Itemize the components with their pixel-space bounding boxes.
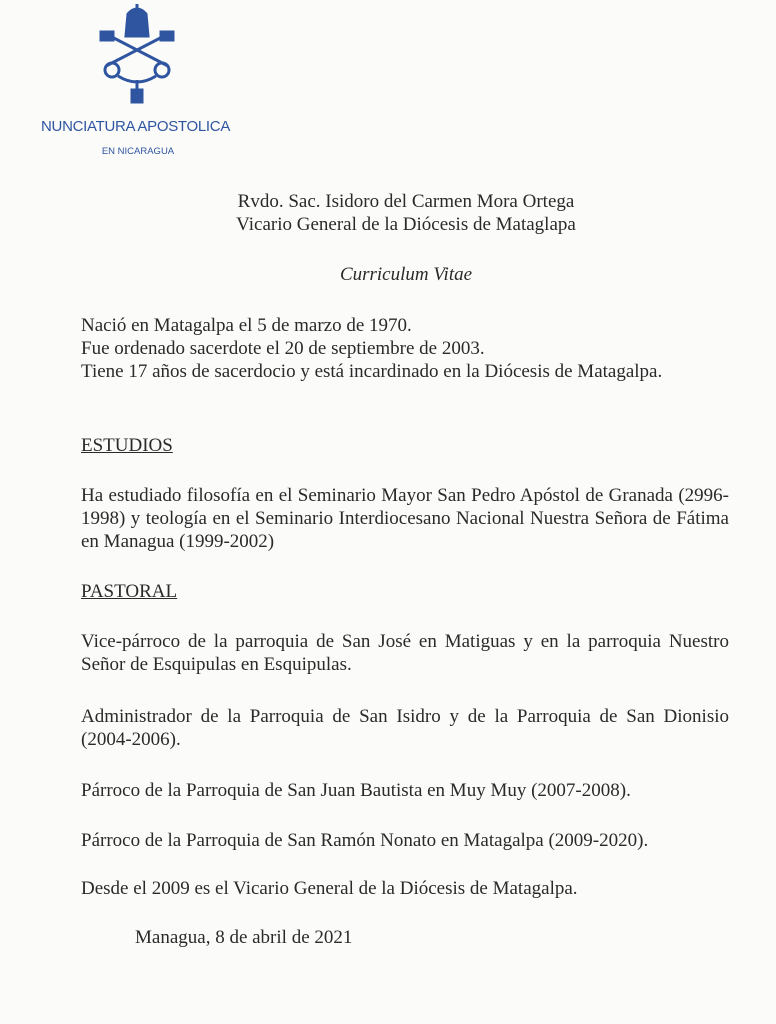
pastoral-item: Párroco de la Parroquia de San Juan Bautista en Muy Muy (2007-2008).	[81, 780, 631, 801]
doc-title: Curriculum Vitae	[339, 264, 473, 285]
closing-date: Managua, 8 de abril de 2021	[135, 927, 353, 948]
pastoral-item: Desde el 2009 es el Vicario General de la Diócesis de Matagalpa.	[81, 878, 578, 899]
pastoral-item: Vice-párroco de la parroquia de San José en Matiguas y en la parroquia Nuestro Señor de Esquipulas en Esquipulas.	[81, 631, 729, 675]
intro-line: Nació en Matagalpa el 5 de marzo de 1970.	[81, 315, 412, 336]
pastoral-item: Administrador de la Parroquia de San Isidro y de la Parroquia de San Dionisio (2004-2006).	[81, 706, 729, 750]
letterhead-sub: EN NICARAGUA	[101, 146, 175, 157]
intro-line: Fue ordenado sacerdote el 20 de septiembre de 2003.	[81, 338, 485, 359]
section-heading-estudios: ESTUDIOS	[81, 435, 173, 456]
estudios-text: Ha estudiado filosofía en el Seminario Mayor San Pedro Apóstol de Granada (2996-1998) y teología en el Seminario Interdiocesano Nacional Nuestra Señora de Fátima en Managua (1999-2002)	[81, 485, 729, 552]
papal-keys-crest-icon	[98, 4, 176, 104]
section-heading-pastoral: PASTORAL	[81, 581, 178, 602]
intro-line: Tiene 17 años de sacerdocio y está incardinado en la Diócesis de Matagalpa.	[81, 361, 663, 382]
person-role: Vicario General de la Diócesis de Mataglapa	[236, 214, 576, 235]
person-name: Rvdo. Sac. Isidoro del Carmen Mora Ortega	[237, 191, 575, 212]
letterhead-org: NUNCIATURA APOSTOLICA	[41, 118, 231, 135]
pastoral-item: Párroco de la Parroquia de San Ramón Nonato en Matagalpa (2009-2020).	[81, 830, 649, 851]
